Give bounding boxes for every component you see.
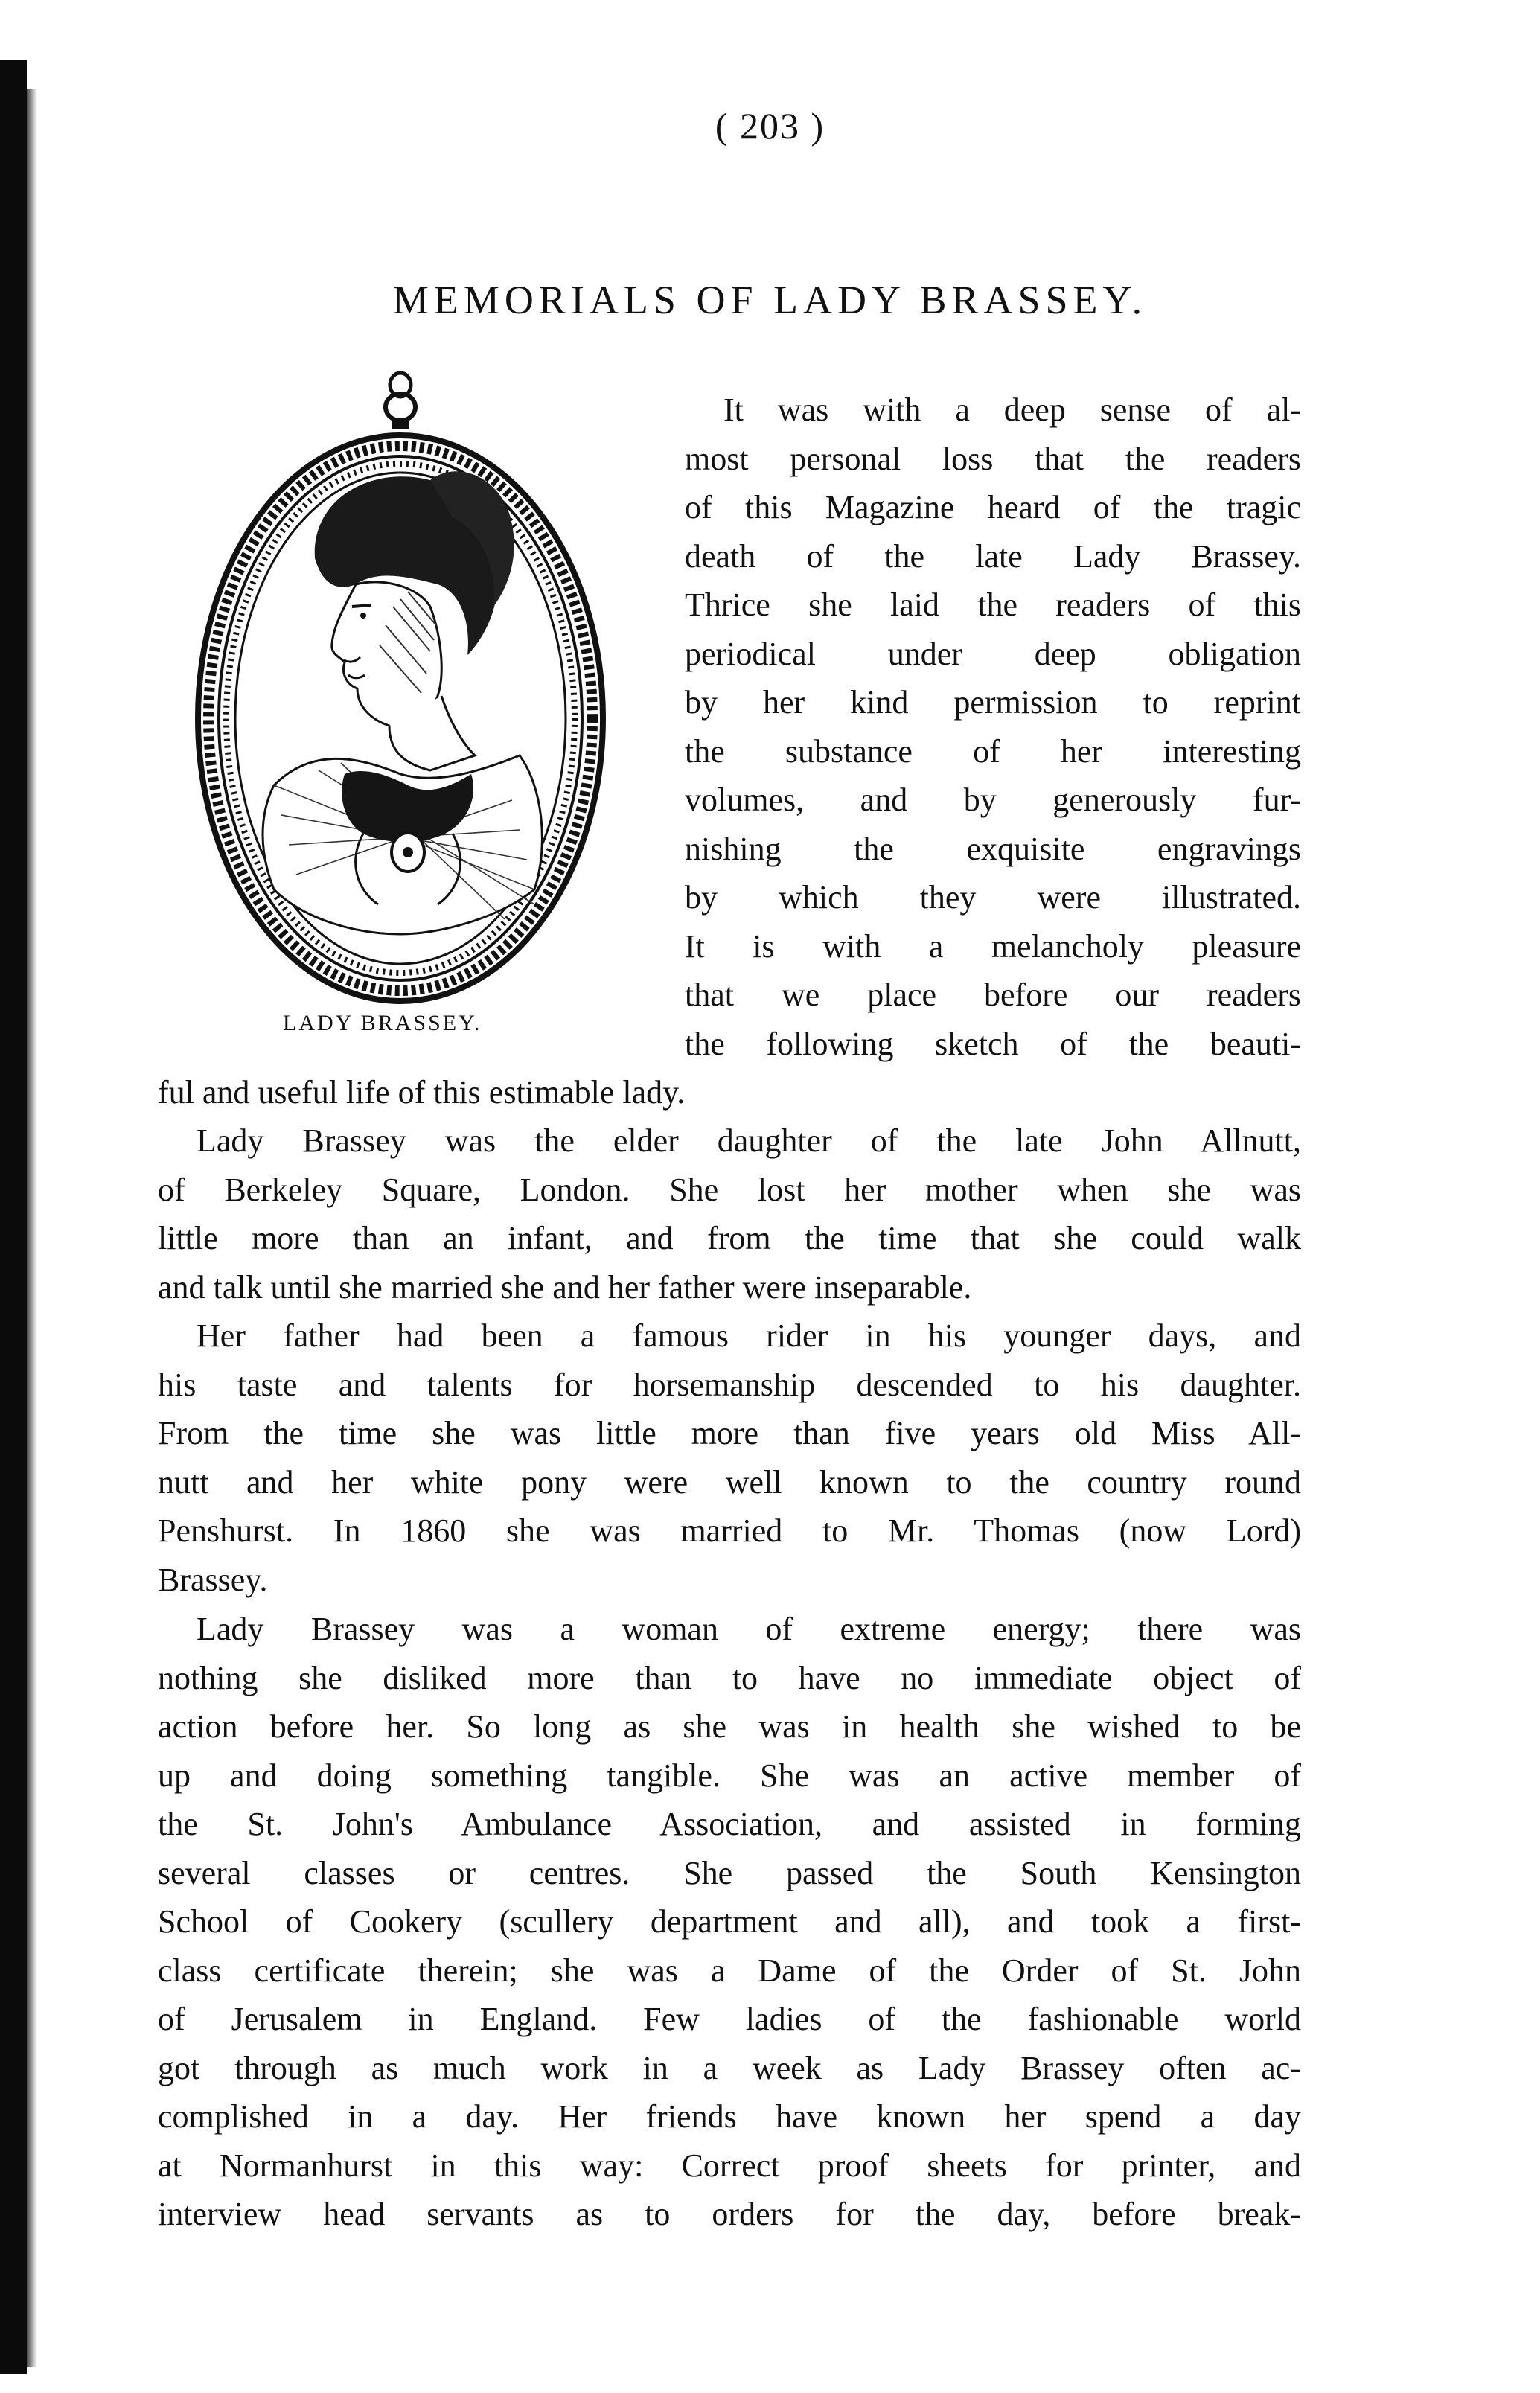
page-binding-shadow bbox=[27, 89, 37, 2367]
intro-paragraph-end bbox=[158, 1068, 1301, 1117]
paragraph-line: Thrice she laid the readers of this bbox=[685, 587, 1301, 623]
paragraph-line: nothing she disliked more than to have no immediate object of bbox=[158, 1659, 1301, 1696]
paragraph-line: nutt and her white pony were well known to the country round bbox=[158, 1463, 1301, 1501]
paragraph-line: of Berkeley Square, London. She lost her mother when she was bbox=[158, 1171, 1301, 1208]
paragraph-line: at Normanhurst in this way: Correct proof sheets for printer, and bbox=[158, 2147, 1301, 2184]
page-number: ( 203 ) bbox=[715, 105, 825, 147]
paragraph-line: by which they were illustrated. bbox=[685, 879, 1301, 916]
paragraph-line: From the time she was little more than five years old Miss All- bbox=[158, 1415, 1301, 1451]
paragraph-line: volumes, and by generously fur- bbox=[685, 782, 1301, 818]
paragraph-line: his taste and talents for horsemanship descended to his daughter. bbox=[158, 1366, 1301, 1403]
paragraph-line: the St. John's Ambulance Association, and assisted in forming bbox=[158, 1806, 1301, 1842]
oval-portrait-engraving-icon bbox=[185, 368, 624, 1009]
paragraph-line: the following sketch of the beauti- bbox=[685, 1025, 1301, 1062]
paragraph-line: Penshurst. In 1860 she was married to Mr. Thomas (now Lord) bbox=[158, 1512, 1301, 1549]
paragraph-line: that we place before our readers bbox=[685, 977, 1301, 1013]
body-paragraph-2 bbox=[158, 1116, 1301, 1311]
paragraph-line: got through as much work in a week as Lady Brassey often ac- bbox=[158, 2049, 1301, 2086]
body-paragraph-3 bbox=[158, 1311, 1301, 1604]
paragraph-line: by her kind permission to reprint bbox=[685, 684, 1301, 721]
paragraph-line: the substance of her interesting bbox=[685, 732, 1301, 770]
page-binding-edge bbox=[0, 60, 27, 2374]
paragraph-line: It was with a deep sense of al- bbox=[723, 392, 1301, 428]
intro-paragraph-wrap bbox=[685, 386, 1301, 1068]
paragraph-line: Lady Brassey was a woman of extreme energy; there was bbox=[197, 1611, 1301, 1647]
paragraph-line: Lady Brassey was the elder daughter of the late John Allnutt, bbox=[197, 1122, 1301, 1159]
paragraph-line: and talk until she married she and her father were inseparable. bbox=[158, 1268, 972, 1306]
paragraph-line: little more than an infant, and from the time that she could walk bbox=[158, 1220, 1301, 1256]
article-title: MEMORIALS OF LADY BRASSEY. bbox=[392, 278, 1148, 322]
paragraph-line: up and doing something tangible. She was an active member of bbox=[158, 1757, 1301, 1794]
paragraph-line: ful and useful life of this estimable lady. bbox=[158, 1074, 686, 1111]
portrait-caption: LADY BRASSEY. bbox=[283, 1011, 482, 1035]
paragraph-line: Brassey. bbox=[158, 1561, 268, 1598]
paragraph-line: several classes or centres. She passed the South Kensington bbox=[158, 1854, 1301, 1891]
paragraph-line: class certificate therein; she was a Dame of the Order of St. John bbox=[158, 1952, 1301, 1989]
paragraph-line: Her father had been a famous rider in his younger days, and bbox=[197, 1317, 1301, 1354]
paragraph-line: School of Cookery (scullery department and all), and took a first- bbox=[158, 1903, 1301, 1940]
paragraph-line: complished in a day. Her friends have known her spend a day bbox=[158, 2098, 1301, 2135]
paragraph-line: It is with a melancholy pleasure bbox=[685, 927, 1301, 965]
paragraph-line: death of the late Lady Brassey. bbox=[685, 537, 1301, 575]
paragraph-line: action before her. So long as she was in health she wished to be bbox=[158, 1708, 1301, 1745]
portrait-illustration bbox=[185, 368, 624, 1009]
paragraph-line: of Jerusalem in England. Few ladies of the fashionable world bbox=[158, 2001, 1301, 2037]
paragraph-line: most personal loss that the readers bbox=[685, 440, 1301, 477]
paragraph-line: nishing the exquisite engravings bbox=[685, 830, 1301, 867]
paragraph-line: periodical under deep obligation bbox=[685, 635, 1301, 672]
body-paragraph-4 bbox=[158, 1605, 1301, 2239]
paragraph-line: of this Magazine heard of the tragic bbox=[685, 489, 1301, 525]
paragraph-line: interview head servants as to orders for the day, before break- bbox=[158, 2196, 1301, 2232]
